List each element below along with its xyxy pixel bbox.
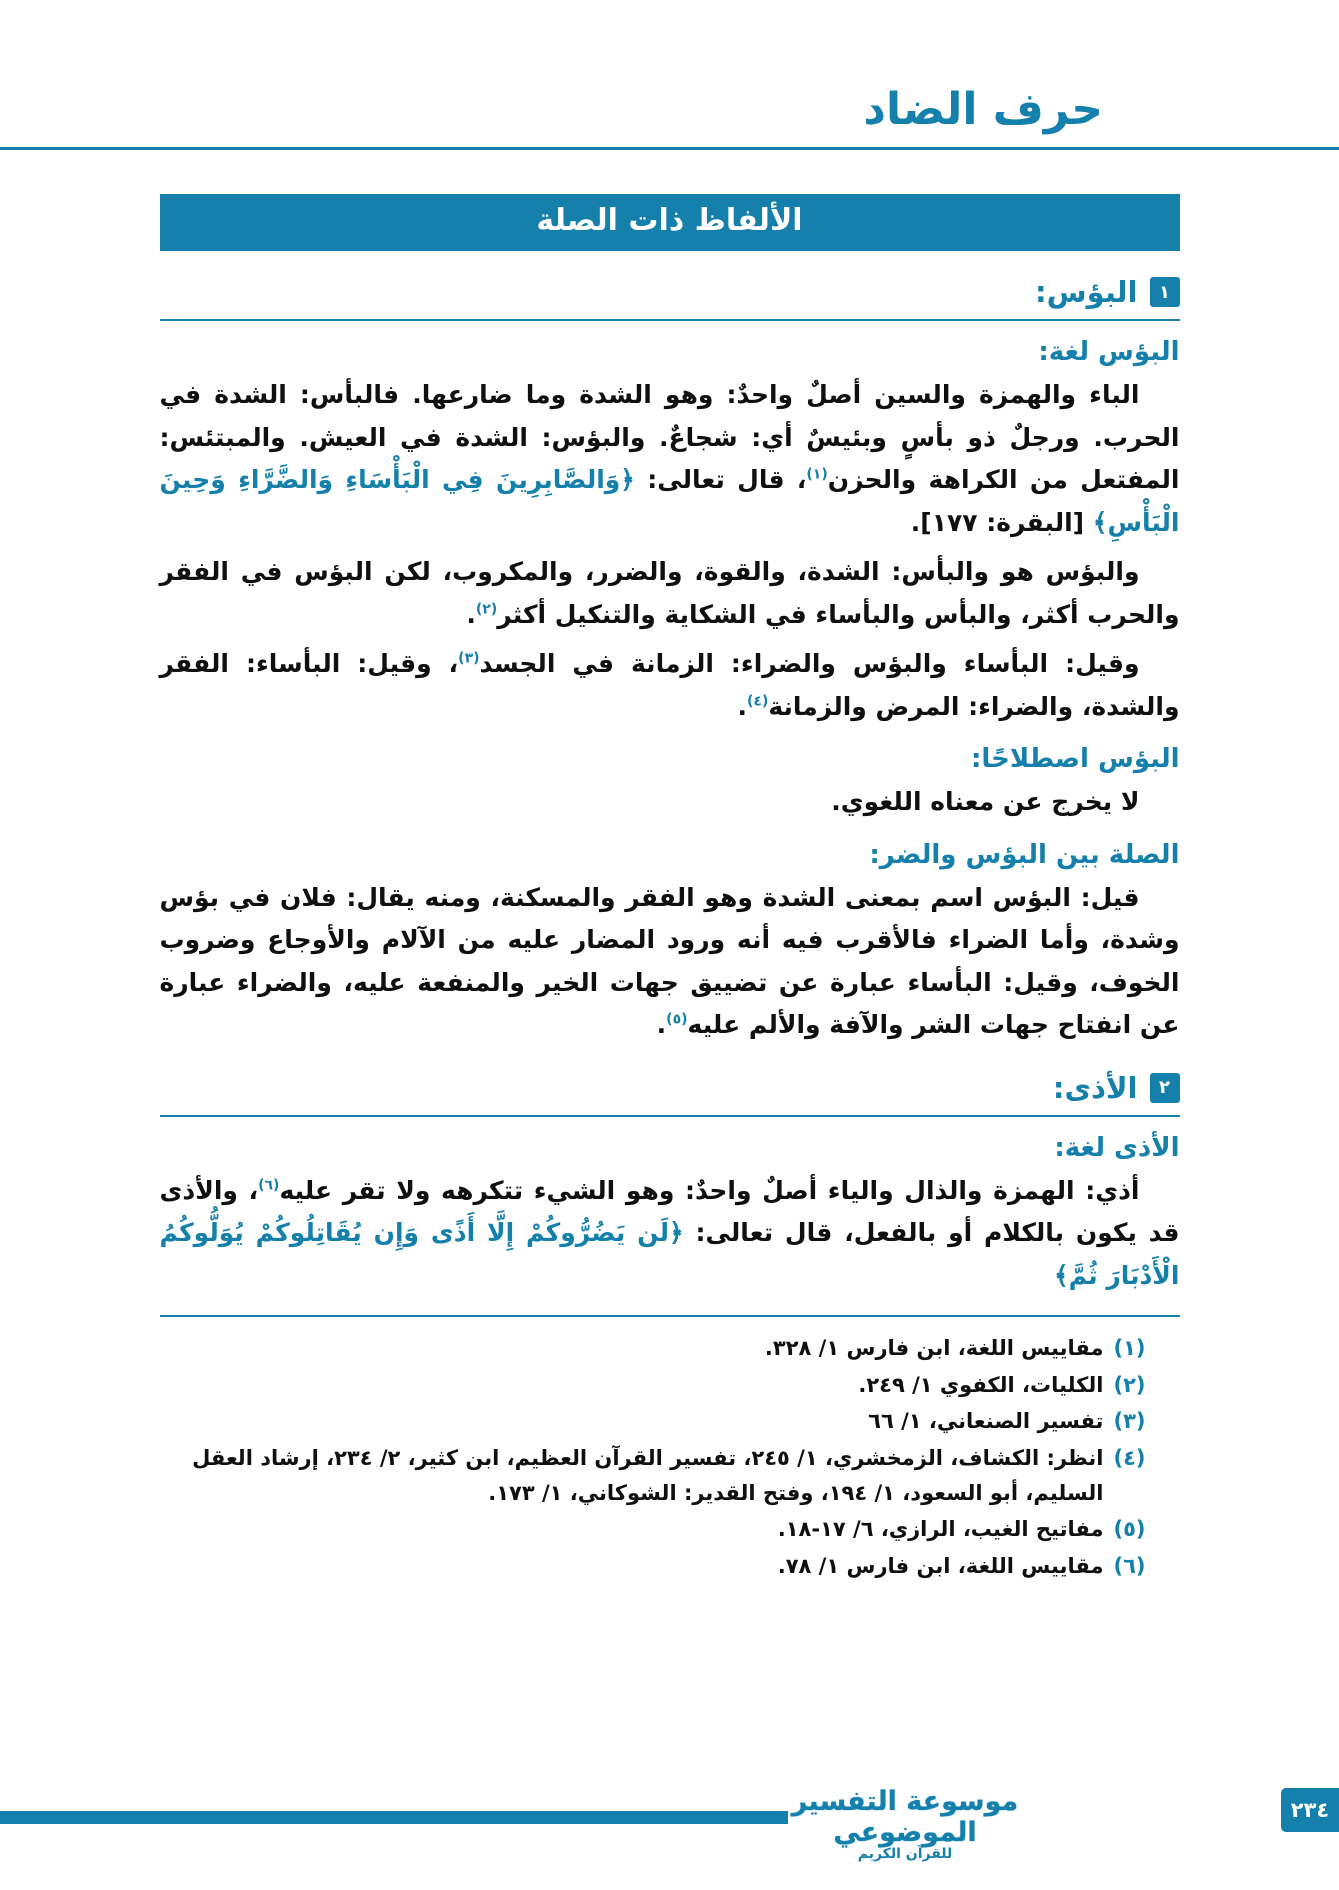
- paragraph: [160, 374, 1180, 544]
- entry-1-language-heading: البؤس لغة:: [1038, 337, 1180, 367]
- quran-verse: ﴿لَن يَضُرُّوكُمْ إِلَّا أَذًى وَإِن يُقَاتِلُوكُمْ يُوَلُّوكُمُ الْأَدْبَارَ ثُمَّ﴾: [159, 1218, 1180, 1290]
- footnote-ref: (١): [806, 466, 828, 483]
- header-rule: [0, 147, 1339, 150]
- footnote-text: انظر: الكشاف، الزمخشري، ١/ ٢٤٥، تفسير القرآن العظيم، ابن كثير، ٢/ ٢٣٤، إرشاد العقل السليم، أبو السعود، ١/ ١٩٤، وفتح القدير: الشوكاني، ١/ ١٧٣.: [192, 1445, 1104, 1505]
- text-run: أذي: الهمزة والذال والياء أصلٌ واحدٌ: وهو الشيء تتكرهه ولا تقر عليه: [279, 1175, 1140, 1205]
- text-run: الباء والهمزة والسين أصلٌ واحدٌ: وهو الشدة وما ضارعها. فالبأس: الشدة في الحرب. ورجلٌ ذو بأسٍ وبئيسٌ أي: شجاعٌ. والبؤس: الشدة في العيش. والمبتئس: المفتعل من الكراهة والحزن: [159, 380, 1180, 494]
- paragraph: [160, 877, 1180, 1047]
- footnote-ref: (٢): [475, 601, 498, 618]
- footnote-number: (٢): [1113, 1372, 1146, 1397]
- text-run: [البقرة: ١٧٧].: [910, 507, 1093, 537]
- entry-2-heading: [160, 1071, 1180, 1117]
- footnote-number: (٤): [1113, 1445, 1146, 1470]
- text-run: ، والأذى قد يكون بالكلام أو بالفعل، قال تعالى:: [159, 1175, 1180, 1247]
- footnote-number: (٣): [1113, 1409, 1146, 1434]
- footnote-number: (٦): [1113, 1553, 1146, 1578]
- footnote-item: [160, 1549, 1146, 1584]
- paragraph: [160, 1170, 1180, 1298]
- text-run: ، قال تعالى:: [634, 465, 807, 494]
- footnote-number: (٥): [1113, 1517, 1146, 1542]
- content-column: [160, 275, 1180, 1583]
- publisher-emblem: [786, 1786, 1024, 1862]
- footnote-item: [160, 1368, 1146, 1403]
- text-run: .: [466, 599, 476, 629]
- footnote-number: (١): [1113, 1336, 1146, 1360]
- quran-verse: ﴿وَالصَّابِرِينَ فِي الْبَأْسَاءِ وَالضَّرَّاءِ وَحِينَ الْبَأْسِ﴾: [159, 465, 1180, 537]
- entry-2-number-badge: ٢: [1150, 1073, 1180, 1103]
- footer-band: [0, 1811, 788, 1824]
- entry-1-relation-heading: الصلة بين البؤس والضر:: [869, 839, 1180, 870]
- text-run: والبؤس هو والبأس: الشدة، والقوة، والضرر، والمكروب، لكن البؤس في الفقر والحرب أكثر، والبأس والبأساء في الشكاية والتنكيل أكثر: [159, 557, 1180, 629]
- footnote-text: مفاتيح الغيب، الرازي، ٦/ ١٧-١٨.: [777, 1517, 1104, 1542]
- footnote-text: تفسير الصنعاني، ١/ ٦٦: [868, 1409, 1104, 1434]
- entry-2-title: الأذى:: [1052, 1070, 1138, 1105]
- paragraph: [160, 781, 1180, 824]
- entry-2-language-heading: الأذى لغة:: [1054, 1132, 1180, 1163]
- text-run: .: [656, 1010, 667, 1039]
- emblem-title: موسوعة التفسير الموضوعي: [791, 1786, 1019, 1848]
- entry-1-number-badge: ١: [1150, 277, 1180, 307]
- entry-1-title: البؤس:: [1035, 275, 1138, 309]
- footnote-text: مقاييس اللغة، ابن فارس ١/ ٧٨.: [777, 1553, 1104, 1578]
- footnote-item: [160, 1404, 1146, 1439]
- footnote-item: [160, 1441, 1146, 1510]
- text-run: لا يخرج عن معناه اللغوي.: [831, 787, 1140, 816]
- text-run: قيل: البؤس اسم بمعنى الشدة وهو الفقر والمسكنة، ومنه يقال: فلان في بؤس وشدة، وأما الضراء فالأقرب فيه أنه ورود المضار عليه من الآلام والأوجاع وضروب الخوف، وقيل: البأساء عبارة عن تضييق جهات الخير والمنفعة عليه، والضراء عبارة عن انفتاح جهات الشر والآفة والألم عليه: [159, 882, 1180, 1039]
- page-number: ٢٣٤: [1281, 1788, 1339, 1832]
- footnotes-block: [160, 1317, 1180, 1583]
- footnote-ref: (٥): [666, 1011, 688, 1028]
- footnote-item: [160, 1331, 1146, 1366]
- entry-1-terminology-heading: البؤس اصطلاحًا:: [970, 744, 1180, 774]
- footnote-ref: (٣): [458, 650, 480, 667]
- text-run: .: [737, 691, 747, 721]
- emblem-subtitle: للقرآن الكريم: [857, 1846, 953, 1862]
- footnote-item: [160, 1512, 1146, 1547]
- footnote-text: الكليات، الكفوي ١/ ٢٤٩.: [858, 1372, 1104, 1397]
- footnote-ref: (٤): [747, 693, 769, 710]
- footnote-ref: (٦): [258, 1177, 280, 1194]
- paragraph: [160, 643, 1180, 728]
- text-run: ، وقيل: البأساء: الفقر والشدة، والضراء: المرض والزمانة: [159, 649, 1180, 721]
- chapter-title: حرف الضاد: [863, 84, 1103, 135]
- entry-1-heading: [160, 275, 1180, 321]
- text-run: وقيل: البأساء والبؤس والضراء: الزمانة في الجسد: [479, 649, 1140, 678]
- section-banner: الألفاظ ذات الصلة: [160, 194, 1180, 251]
- paragraph: [160, 551, 1180, 636]
- footnote-text: مقاييس اللغة، ابن فارس ١/ ٣٢٨.: [764, 1336, 1104, 1360]
